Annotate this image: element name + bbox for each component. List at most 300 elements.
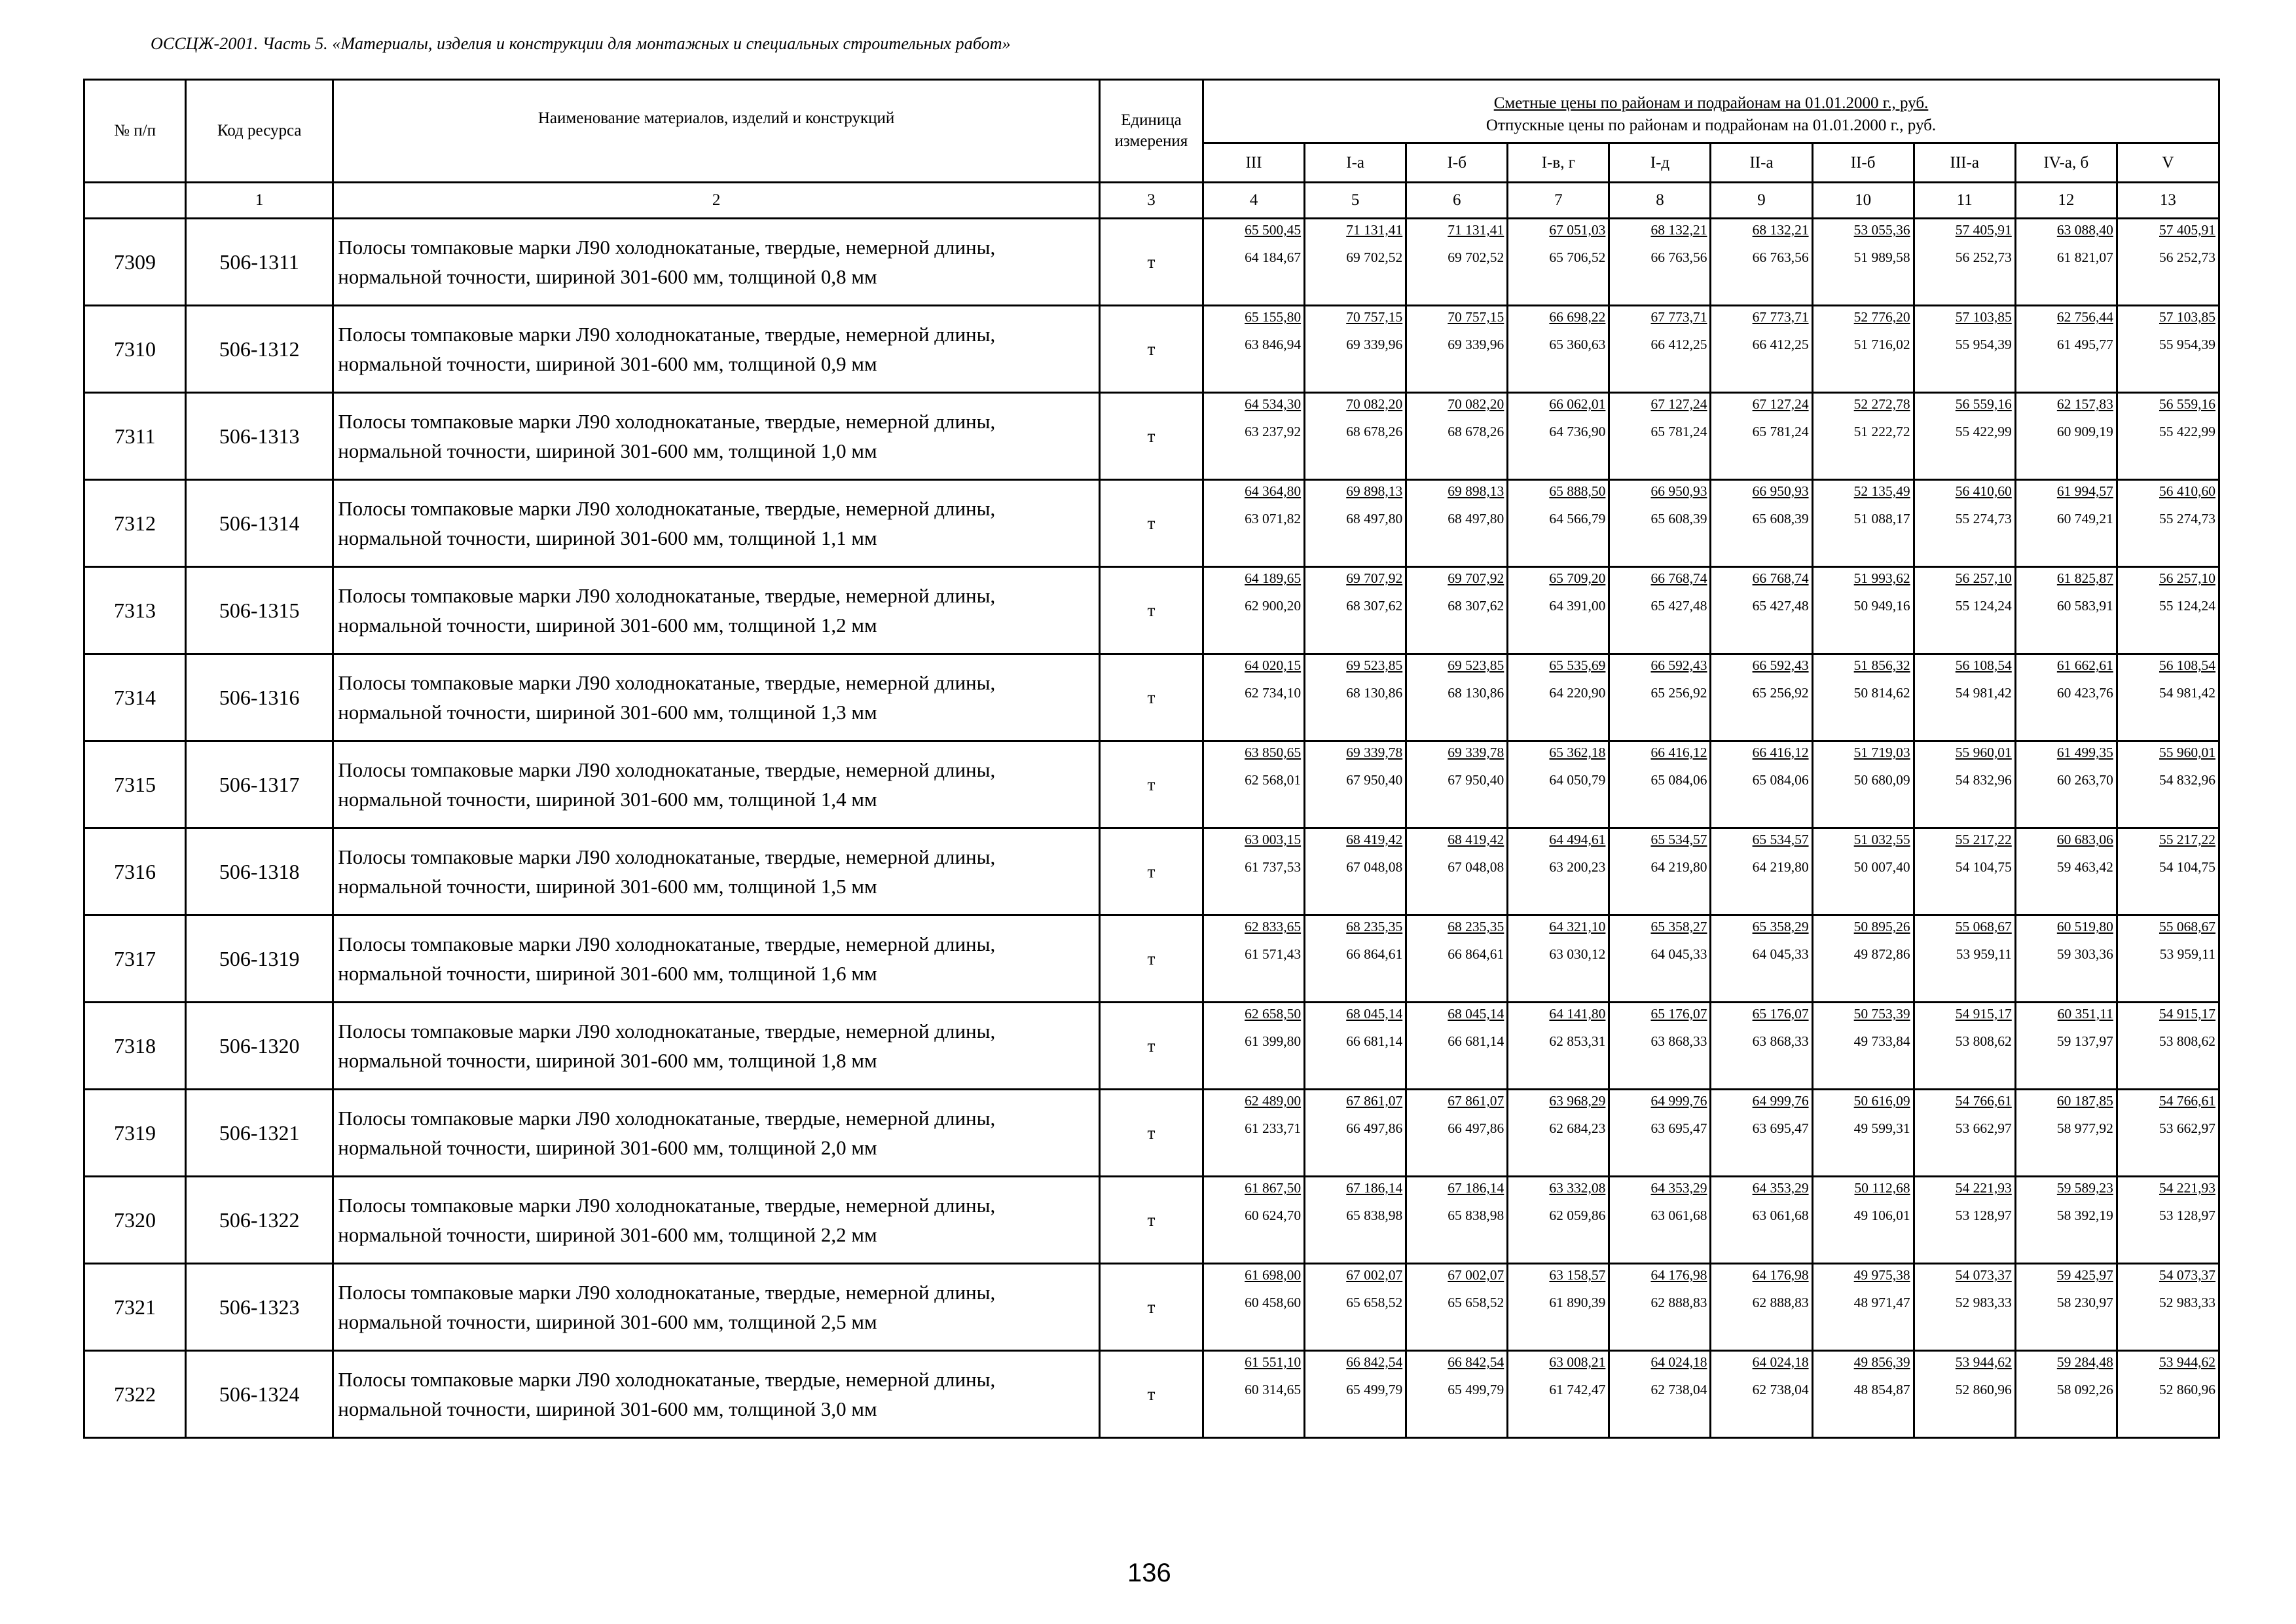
- price-cell: [1508, 828, 1609, 915]
- price-cell: [1406, 1090, 1508, 1177]
- price-cell: [1711, 1090, 1812, 1177]
- wholesale-price: 58 092,26: [2056, 1382, 2113, 1397]
- price-cell: [1508, 1264, 1609, 1351]
- material-name-line: Полосы томпаковые марки Л90 холоднокатаные, твердые, немерной длины,: [338, 584, 996, 607]
- price-cell: [1914, 1177, 2015, 1264]
- wholesale-price: 52 983,33: [1955, 1295, 2012, 1310]
- price-cell: [1711, 1264, 1812, 1351]
- wholesale-price: 65 256,92: [1752, 685, 1809, 701]
- resource-code: 506-1324: [186, 1351, 333, 1438]
- estimated-price: 70 757,15: [1448, 309, 1504, 325]
- price-cell: [1406, 306, 1508, 393]
- resource-code: 506-1322: [186, 1177, 333, 1264]
- wholesale-price: 60 624,70: [1245, 1208, 1302, 1223]
- estimated-price: 56 257,10: [1955, 570, 2012, 586]
- wholesale-price: 64 736,90: [1549, 424, 1606, 439]
- estimated-price: 49 975,38: [1853, 1267, 1910, 1283]
- wholesale-price: 51 222,72: [1853, 424, 1910, 439]
- wholesale-price: 66 497,86: [1346, 1120, 1403, 1136]
- material-name-line: Полосы томпаковые марки Л90 холоднокатаные, твердые, немерной длины,: [338, 1194, 996, 1217]
- price-cell: [1508, 219, 1609, 306]
- wholesale-price: 60 423,76: [2056, 685, 2113, 701]
- estimated-price: 67 773,71: [1752, 309, 1809, 325]
- estimated-price: 66 592,43: [1650, 657, 1707, 673]
- price-cell: [1812, 1264, 1914, 1351]
- wholesale-price: 64 219,80: [1650, 859, 1707, 875]
- price-cell: [1305, 741, 1406, 828]
- estimated-price: 56 257,10: [2159, 570, 2215, 586]
- price-cell: [1203, 219, 1305, 306]
- price-cell: [1914, 219, 2015, 306]
- wholesale-price: 68 307,62: [1346, 598, 1403, 614]
- price-cell: [1812, 915, 1914, 1003]
- material-name-line: Полосы томпаковые марки Л90 холоднокатаные, твердые, немерной длины,: [338, 671, 996, 694]
- material-name: [333, 654, 1100, 741]
- estimated-price: 66 062,01: [1549, 396, 1606, 412]
- table-row: [84, 393, 2219, 480]
- wholesale-price: 66 763,56: [1752, 249, 1809, 265]
- price-cell: [1203, 1090, 1305, 1177]
- wholesale-price: 58 230,97: [2056, 1295, 2113, 1310]
- row-number: 7321: [84, 1264, 186, 1351]
- price-cell: [1812, 1351, 1914, 1438]
- material-name: [333, 480, 1100, 567]
- estimated-price: 53 944,62: [1955, 1354, 2012, 1370]
- unit-of-measure: т: [1099, 1003, 1203, 1090]
- wholesale-price: 54 832,96: [2159, 772, 2215, 788]
- wholesale-price: 49 106,01: [1853, 1208, 1910, 1223]
- estimated-price: 69 707,92: [1448, 570, 1504, 586]
- estimated-price: 65 534,57: [1650, 832, 1707, 847]
- price-cell: [1508, 567, 1609, 654]
- material-name-line: Полосы томпаковые марки Л90 холоднокатаные, твердые, немерной длины,: [338, 410, 996, 433]
- price-cell: [2117, 1177, 2219, 1264]
- price-cell: [1305, 393, 1406, 480]
- region-header: III-а: [1914, 143, 2015, 183]
- column-number-cell: 10: [1812, 183, 1914, 219]
- material-name-line: нормальной точности, шириной 301-600 мм, толщиной 2,5 мм: [338, 1310, 877, 1333]
- wholesale-price: 66 412,25: [1752, 337, 1809, 352]
- estimated-price: 65 358,27: [1650, 919, 1707, 934]
- wholesale-price: 62 738,04: [1752, 1382, 1809, 1397]
- row-number: 7318: [84, 1003, 186, 1090]
- price-cell: [2117, 1090, 2219, 1177]
- price-cell: [2015, 1090, 2117, 1177]
- estimated-price: 65 176,07: [1752, 1006, 1809, 1022]
- price-cell: [1711, 306, 1812, 393]
- estimated-price: 65 535,69: [1549, 657, 1606, 673]
- price-cell: [1305, 1090, 1406, 1177]
- estimated-price: 55 217,22: [2159, 832, 2215, 847]
- region-header: I-д: [1609, 143, 1711, 183]
- estimated-price: 64 189,65: [1245, 570, 1302, 586]
- wholesale-price: 51 088,17: [1853, 511, 1910, 526]
- row-number: 7315: [84, 741, 186, 828]
- price-cell: [1203, 1177, 1305, 1264]
- price-cell: [1609, 1177, 1711, 1264]
- price-cell: [2117, 1264, 2219, 1351]
- price-cell: [1305, 1264, 1406, 1351]
- estimated-price: 67 127,24: [1650, 396, 1707, 412]
- estimated-price: 61 662,61: [2056, 657, 2113, 673]
- wholesale-price: 50 814,62: [1853, 685, 1910, 701]
- wholesale-price: 62 853,31: [1549, 1033, 1606, 1049]
- estimated-price: 54 073,37: [2159, 1267, 2215, 1283]
- estimated-price: 68 235,35: [1448, 919, 1504, 934]
- estimated-price: 69 898,13: [1346, 483, 1403, 499]
- row-number: 7317: [84, 915, 186, 1003]
- estimated-price: 65 534,57: [1752, 832, 1809, 847]
- column-number-cell: 9: [1711, 183, 1812, 219]
- estimated-price: 64 353,29: [1650, 1180, 1707, 1196]
- estimated-price: 66 416,12: [1752, 745, 1809, 760]
- estimated-price: 64 353,29: [1752, 1180, 1809, 1196]
- col-header-code: Код ресурса: [186, 80, 333, 183]
- price-cell: [1812, 393, 1914, 480]
- price-cell: [2117, 654, 2219, 741]
- estimated-price: 55 068,67: [2159, 919, 2215, 934]
- estimated-price: 69 707,92: [1346, 570, 1403, 586]
- wholesale-price: 65 608,39: [1752, 511, 1809, 526]
- estimated-price: 66 416,12: [1650, 745, 1707, 760]
- price-cell: [2117, 828, 2219, 915]
- wholesale-price: 63 695,47: [1752, 1120, 1809, 1136]
- wholesale-price: 64 219,80: [1752, 859, 1809, 875]
- price-cell: [2015, 1177, 2117, 1264]
- resource-code: 506-1315: [186, 567, 333, 654]
- estimated-price: 64 999,76: [1752, 1093, 1809, 1109]
- price-cell: [1711, 741, 1812, 828]
- estimated-price: 63 850,65: [1245, 745, 1302, 760]
- wholesale-price: 53 959,11: [2159, 946, 2215, 962]
- price-cell: [1914, 1351, 2015, 1438]
- wholesale-price: 62 738,04: [1650, 1382, 1707, 1397]
- estimated-price: 64 494,61: [1549, 832, 1606, 847]
- wholesale-price: 53 128,97: [2159, 1208, 2215, 1223]
- estimated-price: 56 410,60: [2159, 483, 2215, 499]
- material-name-line: нормальной точности, шириной 301-600 мм, толщиной 0,8 мм: [338, 265, 877, 288]
- price-cell: [2117, 393, 2219, 480]
- estimated-price: 51 993,62: [1853, 570, 1910, 586]
- estimated-price: 63 968,29: [1549, 1093, 1606, 1109]
- estimated-price: 49 856,39: [1853, 1354, 1910, 1370]
- price-cell: [1914, 654, 2015, 741]
- wholesale-price: 63 200,23: [1549, 859, 1606, 875]
- material-name-line: Полосы томпаковые марки Л90 холоднокатаные, твердые, немерной длины,: [338, 1020, 996, 1043]
- wholesale-price: 51 989,58: [1853, 249, 1910, 265]
- wholesale-price: 53 808,62: [2159, 1033, 2215, 1049]
- row-number: 7314: [84, 654, 186, 741]
- price-cell: [1609, 1351, 1711, 1438]
- estimated-price: 69 339,78: [1346, 745, 1403, 760]
- table-row: [84, 654, 2219, 741]
- wholesale-price: 63 030,12: [1549, 946, 1606, 962]
- table-row: [84, 1351, 2219, 1438]
- unit-of-measure: т: [1099, 393, 1203, 480]
- wholesale-price: 50 949,16: [1853, 598, 1910, 614]
- material-name-line: нормальной точности, шириной 301-600 мм, толщиной 1,2 мм: [338, 614, 877, 637]
- estimated-price: 63 008,21: [1549, 1354, 1606, 1370]
- estimated-price: 64 024,18: [1752, 1354, 1809, 1370]
- wholesale-price: 68 130,86: [1346, 685, 1403, 701]
- price-cell: [1203, 915, 1305, 1003]
- price-cell: [2015, 1003, 2117, 1090]
- material-name-line: нормальной точности, шириной 301-600 мм, толщиной 0,9 мм: [338, 352, 877, 375]
- wholesale-price: 60 583,91: [2056, 598, 2113, 614]
- wholesale-price: 66 681,14: [1346, 1033, 1403, 1049]
- estimated-price: 60 683,06: [2056, 832, 2113, 847]
- estimated-price: 51 856,32: [1853, 657, 1910, 673]
- price-cell: [1812, 306, 1914, 393]
- wholesale-price: 59 137,97: [2056, 1033, 2113, 1049]
- column-number-cell: 7: [1508, 183, 1609, 219]
- material-name-line: Полосы томпаковые марки Л90 холоднокатаные, твердые, немерной длины,: [338, 236, 996, 259]
- column-number-cell: 2: [333, 183, 1100, 219]
- price-cell: [1914, 567, 2015, 654]
- material-name-line: Полосы томпаковые марки Л90 холоднокатаные, твердые, немерной длины,: [338, 845, 996, 868]
- price-cell: [1406, 219, 1508, 306]
- estimated-price: 64 141,80: [1549, 1006, 1606, 1022]
- estimated-price: 62 833,65: [1245, 919, 1302, 934]
- price-cell: [1711, 1351, 1812, 1438]
- estimated-price: 53 055,36: [1853, 222, 1910, 238]
- price-cell: [1914, 480, 2015, 567]
- price-cell: [1812, 1090, 1914, 1177]
- price-cell: [1203, 567, 1305, 654]
- material-name: [333, 306, 1100, 393]
- price-cell: [1203, 393, 1305, 480]
- estimated-price: 56 108,54: [1955, 657, 2012, 673]
- price-cell: [1305, 1351, 1406, 1438]
- wholesale-price: 55 124,24: [1955, 598, 2012, 614]
- wholesale-price: 61 821,07: [2056, 249, 2113, 265]
- price-cell: [1609, 828, 1711, 915]
- table-row: [84, 1177, 2219, 1264]
- estimated-price: 62 489,00: [1245, 1093, 1302, 1109]
- table-row: [84, 915, 2219, 1003]
- price-cell: [1305, 915, 1406, 1003]
- col-header-num: № п/п: [84, 80, 186, 183]
- price-cell: [1203, 480, 1305, 567]
- price-cell: [1305, 1177, 1406, 1264]
- wholesale-price: 63 868,33: [1752, 1033, 1809, 1049]
- price-cell: [1609, 1090, 1711, 1177]
- wholesale-price: 66 864,61: [1448, 946, 1504, 962]
- row-number: 7309: [84, 219, 186, 306]
- unit-of-measure: т: [1099, 219, 1203, 306]
- wholesale-price: 62 888,83: [1650, 1295, 1707, 1310]
- wholesale-price: 48 971,47: [1853, 1295, 1910, 1310]
- wholesale-price: 64 391,00: [1549, 598, 1606, 614]
- estimated-price: 57 103,85: [2159, 309, 2215, 325]
- resource-code: 506-1323: [186, 1264, 333, 1351]
- estimated-price: 68 419,42: [1346, 832, 1403, 847]
- wholesale-price: 50 007,40: [1853, 859, 1910, 875]
- price-cell: [1914, 1264, 2015, 1351]
- wholesale-price: 54 981,42: [1955, 685, 2012, 701]
- price-cell: [2015, 654, 2117, 741]
- price-cell: [1305, 306, 1406, 393]
- unit-of-measure: т: [1099, 654, 1203, 741]
- wholesale-price: 67 048,08: [1448, 859, 1504, 875]
- column-number-cell: 6: [1406, 183, 1508, 219]
- wholesale-price: 65 360,63: [1549, 337, 1606, 352]
- row-number: 7312: [84, 480, 186, 567]
- estimated-price: 61 825,87: [2056, 570, 2113, 586]
- price-cell: [1609, 306, 1711, 393]
- wholesale-price: 64 050,79: [1549, 772, 1606, 788]
- column-number-cell: 1: [186, 183, 333, 219]
- wholesale-price: 62 684,23: [1549, 1120, 1606, 1136]
- price-cell: [2015, 480, 2117, 567]
- estimated-price: 56 108,54: [2159, 657, 2215, 673]
- estimated-price: 54 766,61: [2159, 1093, 2215, 1109]
- wholesale-price: 68 307,62: [1448, 598, 1504, 614]
- estimated-price: 50 753,39: [1853, 1006, 1910, 1022]
- wholesale-price: 61 233,71: [1245, 1120, 1302, 1136]
- wholesale-price: 59 303,36: [2056, 946, 2113, 962]
- wholesale-price: 65 608,39: [1650, 511, 1707, 526]
- unit-of-measure: т: [1099, 1264, 1203, 1351]
- wholesale-price: 68 130,86: [1448, 685, 1504, 701]
- wholesale-price: 63 237,92: [1245, 424, 1302, 439]
- resource-code: 506-1318: [186, 828, 333, 915]
- wholesale-price: 65 781,24: [1650, 424, 1707, 439]
- estimated-price: 51 719,03: [1853, 745, 1910, 760]
- wholesale-price: 65 427,48: [1752, 598, 1809, 614]
- col-header-name: Наименование материалов, изделий и конструкций: [333, 80, 1100, 183]
- price-cell: [1508, 393, 1609, 480]
- material-name-line: нормальной точности, шириной 301-600 мм, толщиной 1,6 мм: [338, 962, 877, 985]
- wholesale-price: 52 983,33: [2159, 1295, 2215, 1310]
- price-cell: [1609, 915, 1711, 1003]
- material-name-line: Полосы томпаковые марки Л90 холоднокатаные, твердые, немерной длины,: [338, 1107, 996, 1130]
- estimated-price: 64 321,10: [1549, 919, 1606, 934]
- unit-of-measure: т: [1099, 1177, 1203, 1264]
- wholesale-price: 49 872,86: [1853, 946, 1910, 962]
- resource-code: 506-1312: [186, 306, 333, 393]
- material-name: [333, 1090, 1100, 1177]
- table-row: [84, 1090, 2219, 1177]
- region-header: I-б: [1406, 143, 1508, 183]
- wholesale-price: 52 860,96: [2159, 1382, 2215, 1397]
- region-header: II-б: [1812, 143, 1914, 183]
- column-number-cell: 12: [2015, 183, 2117, 219]
- price-cell: [1812, 741, 1914, 828]
- wholesale-price: 65 658,52: [1346, 1295, 1403, 1310]
- estimated-price: 64 176,98: [1650, 1267, 1707, 1283]
- price-cell: [1812, 1003, 1914, 1090]
- estimated-price: 68 132,21: [1752, 222, 1809, 238]
- price-cell: [1508, 1351, 1609, 1438]
- estimated-price: 66 768,74: [1650, 570, 1707, 586]
- material-name-line: нормальной точности, шириной 301-600 мм, толщиной 2,2 мм: [338, 1223, 877, 1246]
- estimated-price: 65 709,20: [1549, 570, 1606, 586]
- column-number-cell: 3: [1099, 183, 1203, 219]
- region-header: III: [1203, 143, 1305, 183]
- material-name: [333, 1264, 1100, 1351]
- estimated-price: 59 425,97: [2056, 1267, 2113, 1283]
- wholesale-price: 63 846,94: [1245, 337, 1302, 352]
- estimated-price: 69 898,13: [1448, 483, 1504, 499]
- col-header-unit: Единица измерения: [1099, 80, 1203, 183]
- wholesale-price: 48 854,87: [1853, 1382, 1910, 1397]
- unit-of-measure: т: [1099, 306, 1203, 393]
- material-name: [333, 219, 1100, 306]
- price-cell: [1609, 393, 1711, 480]
- region-header: V: [2117, 143, 2219, 183]
- estimated-price: 67 186,14: [1448, 1180, 1504, 1196]
- wholesale-price: 61 571,43: [1245, 946, 1302, 962]
- wholesale-price: 65 084,06: [1752, 772, 1809, 788]
- region-header: IV-а, б: [2015, 143, 2117, 183]
- estimated-price: 65 888,50: [1549, 483, 1606, 499]
- region-header: II-а: [1711, 143, 1812, 183]
- wholesale-price: 65 706,52: [1549, 249, 1606, 265]
- price-cell: [1203, 1264, 1305, 1351]
- price-cell: [1305, 567, 1406, 654]
- price-cell: [1305, 219, 1406, 306]
- wholesale-price: 55 124,24: [2159, 598, 2215, 614]
- wholesale-price: 60 263,70: [2056, 772, 2113, 788]
- estimated-price: 66 698,22: [1549, 309, 1606, 325]
- wholesale-price: 65 499,79: [1346, 1382, 1403, 1397]
- price-cell: [1609, 654, 1711, 741]
- estimated-price: 61 994,57: [2056, 483, 2113, 499]
- wholesale-price: 61 399,80: [1245, 1033, 1302, 1049]
- price-cell: [1609, 480, 1711, 567]
- price-cell: [1203, 306, 1305, 393]
- price-cell: [1812, 654, 1914, 741]
- estimated-price: 55 068,67: [1955, 919, 2012, 934]
- price-cell: [2117, 1351, 2219, 1438]
- wholesale-price: 67 950,40: [1346, 772, 1403, 788]
- wholesale-price: 66 681,14: [1448, 1033, 1504, 1049]
- wholesale-price: 67 950,40: [1448, 772, 1504, 788]
- unit-of-measure: т: [1099, 915, 1203, 1003]
- price-cell: [1406, 915, 1508, 1003]
- price-cell: [1914, 915, 2015, 1003]
- estimated-price: 65 176,07: [1650, 1006, 1707, 1022]
- wholesale-price: 64 566,79: [1549, 511, 1606, 526]
- estimated-price: 68 045,14: [1448, 1006, 1504, 1022]
- price-cell: [1508, 741, 1609, 828]
- estimated-price: 68 419,42: [1448, 832, 1504, 847]
- estimated-price: 67 127,24: [1752, 396, 1809, 412]
- material-name-line: нормальной точности, шириной 301-600 мм, толщиной 1,8 мм: [338, 1049, 877, 1072]
- material-name-line: Полосы томпаковые марки Л90 холоднокатаные, твердые, немерной длины,: [338, 1281, 996, 1304]
- estimated-price: 62 658,50: [1245, 1006, 1302, 1022]
- price-cell: [1609, 1264, 1711, 1351]
- row-number: 7320: [84, 1177, 186, 1264]
- wholesale-price: 66 497,86: [1448, 1120, 1504, 1136]
- material-name-line: Полосы томпаковые марки Л90 холоднокатаные, твердые, немерной длины,: [338, 497, 996, 520]
- material-name-line: нормальной точности, шириной 301-600 мм, толщиной 1,1 мм: [338, 526, 877, 549]
- wholesale-price: 62 734,10: [1245, 685, 1302, 701]
- wholesale-price: 54 104,75: [1955, 859, 2012, 875]
- estimated-price: 57 103,85: [1955, 309, 2012, 325]
- estimated-price: 65 358,29: [1752, 919, 1809, 934]
- resource-code: 506-1311: [186, 219, 333, 306]
- estimated-price: 61 499,35: [2056, 745, 2113, 760]
- unit-of-measure: т: [1099, 1090, 1203, 1177]
- material-name-line: нормальной точности, шириной 301-600 мм, толщиной 1,3 мм: [338, 701, 877, 724]
- wholesale-price: 68 497,80: [1448, 511, 1504, 526]
- estimated-price: 63 003,15: [1245, 832, 1302, 847]
- estimated-price: 54 915,17: [2159, 1006, 2215, 1022]
- estimated-price: 60 351,11: [2057, 1006, 2113, 1022]
- page-number: 136: [1127, 1559, 1171, 1587]
